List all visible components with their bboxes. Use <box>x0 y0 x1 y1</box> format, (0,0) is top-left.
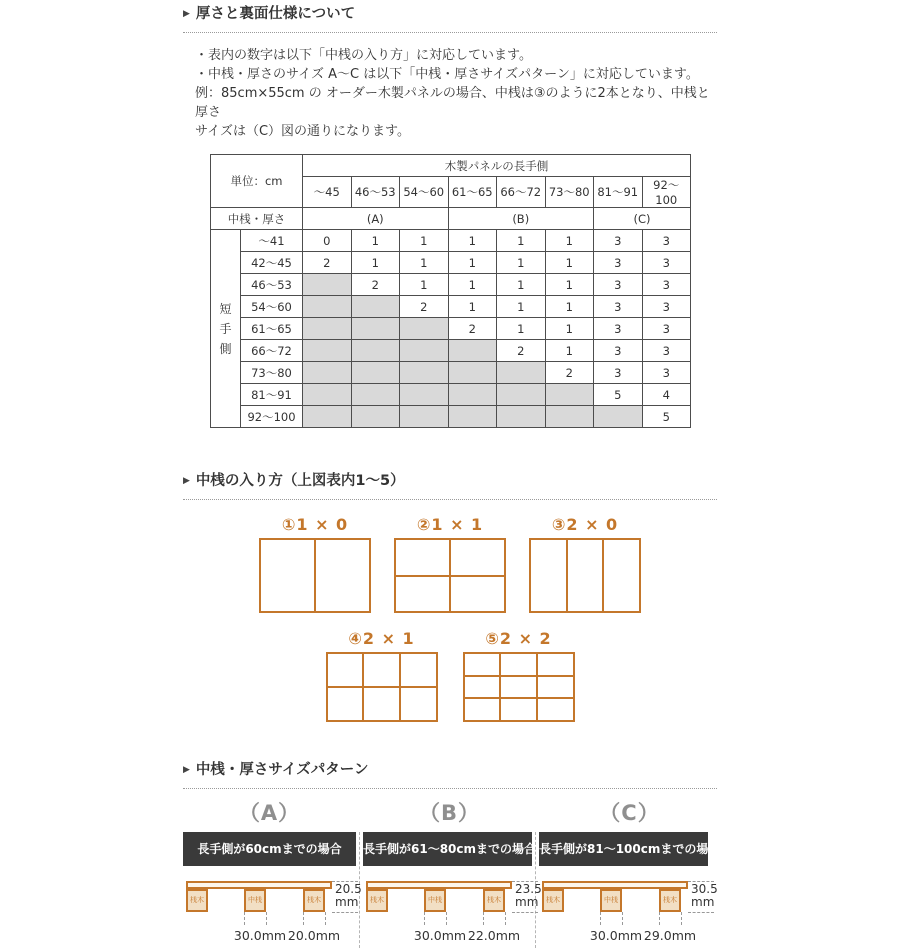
panel-cell <box>363 687 400 721</box>
table-data-cell: 1 <box>448 274 497 296</box>
table-data-cell: 1 <box>448 230 497 252</box>
pattern-body <box>535 832 721 948</box>
table-row <box>211 274 691 296</box>
dim-drop-line <box>505 912 506 925</box>
table-empty-cell <box>400 318 449 340</box>
table-data-cell: 2 <box>497 340 546 362</box>
table-empty-cell <box>303 296 352 318</box>
panel-diagram-label: ③2 × 0 <box>551 515 619 534</box>
width-labels <box>363 928 532 944</box>
table-data-cell: 3 <box>642 340 691 362</box>
table-data-cell: 5 <box>594 384 643 406</box>
table-data-cell: 3 <box>642 296 691 318</box>
table-col-header: 54～60 <box>400 177 449 208</box>
section-size-patterns <box>183 758 721 948</box>
panel-cell <box>315 539 370 612</box>
panel-cell <box>260 539 315 612</box>
table-col-header: ～45 <box>303 177 352 208</box>
panel-diagram-label: ①1 × 0 <box>281 515 349 534</box>
spec-table <box>210 154 691 428</box>
dim-dash-line <box>332 912 358 913</box>
table-row-label: 54～60 <box>241 296 303 318</box>
table-data-cell: 3 <box>642 274 691 296</box>
table-data-cell: 1 <box>545 296 594 318</box>
table-data-cell: 4 <box>642 384 691 406</box>
table-row-label: 81～91 <box>241 384 303 406</box>
cross-section-diagram <box>539 881 718 927</box>
table-empty-cell <box>351 296 400 318</box>
table-empty-cell <box>497 362 546 384</box>
dim-drop-line <box>681 912 682 925</box>
table-empty-cell <box>351 318 400 340</box>
dotted-divider <box>183 32 717 33</box>
dim-dash-line <box>688 881 714 882</box>
bullet-arrow-icon: ▶ <box>183 8 190 19</box>
table-empty-cell <box>400 340 449 362</box>
table-data-cell: 3 <box>594 230 643 252</box>
bullet-arrow-icon: ▶ <box>183 475 190 486</box>
width-labels <box>183 928 356 944</box>
table-empty-cell <box>545 406 594 428</box>
pattern-row-label: 中桟・厚さ <box>211 208 303 230</box>
table-empty-cell <box>400 406 449 428</box>
table-empty-cell <box>303 274 352 296</box>
panel-cell <box>464 676 501 699</box>
table-data-cell: 1 <box>545 274 594 296</box>
table-data-cell: 1 <box>545 252 594 274</box>
panel-cell <box>500 653 537 676</box>
pattern-body <box>359 832 542 948</box>
panel-cell <box>567 539 604 612</box>
center-rail-block: 中桟 <box>244 889 266 912</box>
panel-diagram <box>259 515 371 613</box>
dim-dash-line <box>512 881 538 882</box>
panel-diagram-label: ④2 × 1 <box>348 629 415 648</box>
dim-drop-line <box>266 912 267 925</box>
dim-drop-line <box>244 912 245 925</box>
table-row <box>211 406 691 428</box>
section-title <box>183 2 717 23</box>
width-labels <box>539 928 708 944</box>
table-data-cell: 1 <box>545 340 594 362</box>
edge-rail-block: 桟木 <box>303 889 325 912</box>
product-spec-content <box>183 2 721 948</box>
table-data-cell: 5 <box>642 406 691 428</box>
dim-drop-line <box>424 912 425 925</box>
pattern-body <box>183 832 362 948</box>
table-empty-cell <box>351 406 400 428</box>
table-data-cell: 3 <box>642 252 691 274</box>
dim-dash-line <box>688 912 714 913</box>
table-data-cell: 1 <box>497 274 546 296</box>
panel-cell <box>450 539 505 576</box>
notes-line: ・表内の数字は以下「中桟の入り方」に対応しています。 <box>195 48 532 63</box>
pattern-group-label: (B) <box>448 208 594 230</box>
dim-dash-line <box>512 912 538 913</box>
panel-cell <box>464 698 501 721</box>
table-empty-cell <box>351 384 400 406</box>
table-row <box>211 230 691 252</box>
panel-diagram <box>529 515 641 613</box>
table-row-label: ～41 <box>241 230 303 252</box>
table-data-cell: 3 <box>594 274 643 296</box>
table-empty-cell <box>351 340 400 362</box>
panel-diagram <box>463 629 575 722</box>
dotted-divider <box>183 788 717 789</box>
panel-diagram-grid <box>259 538 371 613</box>
panel-cell <box>500 676 537 699</box>
table-col-header: 46～53 <box>351 177 400 208</box>
section-title-text: 中桟の入り方（上図表内1～5） <box>195 473 405 489</box>
pattern-head: （A） <box>238 801 301 825</box>
diagram-row-1 <box>183 515 717 613</box>
pattern-size-bar: 長手側が60cmまでの場合 <box>183 832 356 866</box>
thickness-label: 30.5 mm <box>691 882 718 909</box>
table-row-label: 92～100 <box>241 406 303 428</box>
center-rail-block: 中桟 <box>424 889 446 912</box>
table-data-cell: 1 <box>400 274 449 296</box>
table-data-cell: 1 <box>351 230 400 252</box>
cross-section-diagram <box>183 881 362 927</box>
table-empty-cell <box>497 384 546 406</box>
table-empty-cell <box>303 340 352 362</box>
table-data-cell: 3 <box>642 230 691 252</box>
center-rail-width-label: 30.0mm <box>233 928 287 943</box>
pattern-head: （C） <box>599 801 660 825</box>
panel-cell <box>537 676 574 699</box>
table-data-cell: 3 <box>594 340 643 362</box>
edge-rail-block: 桟木 <box>366 889 388 912</box>
center-rail-width-label: 30.0mm <box>413 928 467 943</box>
panel-diagram-grid <box>463 652 575 722</box>
panel-cell <box>400 687 437 721</box>
table-row <box>211 252 691 274</box>
long-side-header-cell: 木製パネルの長手側 <box>303 155 691 177</box>
table-empty-cell <box>351 362 400 384</box>
table-data-cell: 1 <box>497 230 546 252</box>
table-data-cell: 3 <box>594 252 643 274</box>
table-data-cell: 3 <box>594 296 643 318</box>
table-empty-cell <box>497 406 546 428</box>
table-col-header: 92～100 <box>642 177 691 208</box>
pattern-size-bar: 長手側が61～80cmまでの場合 <box>363 832 532 866</box>
dim-drop-line <box>659 912 660 925</box>
table-data-cell: 1 <box>448 296 497 318</box>
table-empty-cell <box>448 340 497 362</box>
table-empty-cell <box>303 384 352 406</box>
table-empty-cell <box>400 362 449 384</box>
table-data-cell: 2 <box>545 362 594 384</box>
table-row-label: 46～53 <box>241 274 303 296</box>
panel-board <box>366 881 512 889</box>
table-data-cell: 1 <box>545 318 594 340</box>
table-data-cell: 1 <box>497 318 546 340</box>
table-data-cell: 3 <box>642 318 691 340</box>
table-data-cell: 1 <box>400 230 449 252</box>
thickness-label: 23.5 mm <box>515 882 542 909</box>
table-row <box>211 384 691 406</box>
panel-diagram-grid <box>394 538 506 613</box>
edge-rail-block: 桟木 <box>542 889 564 912</box>
panel-cell <box>530 539 567 612</box>
table-row <box>211 362 691 384</box>
panel-cell <box>400 653 437 687</box>
panel-cell <box>395 539 450 576</box>
table-data-cell: 3 <box>594 318 643 340</box>
pattern-bodies <box>183 832 721 948</box>
edge-rail-block: 桟木 <box>659 889 681 912</box>
pattern-group-label: (C) <box>594 208 691 230</box>
edge-rail-block: 桟木 <box>483 889 505 912</box>
edge-rail-width-label: 20.0mm <box>287 928 341 943</box>
table-empty-cell <box>303 318 352 340</box>
table-row-label: 66～72 <box>241 340 303 362</box>
center-rail-width-label: 30.0mm <box>589 928 643 943</box>
table-col-header: 81～91 <box>594 177 643 208</box>
table-data-cell: 2 <box>448 318 497 340</box>
edge-rail-width-label: 29.0mm <box>643 928 697 943</box>
table-empty-cell <box>448 362 497 384</box>
table-data-cell: 3 <box>594 362 643 384</box>
table-row-label: 61～65 <box>241 318 303 340</box>
spec-notes <box>195 46 717 141</box>
table-empty-cell <box>545 384 594 406</box>
table-row <box>211 318 691 340</box>
panel-diagram <box>326 629 438 722</box>
table-col-header: 73～80 <box>545 177 594 208</box>
table-empty-cell <box>303 406 352 428</box>
diagram-row-2 <box>183 629 717 722</box>
section-title <box>183 469 717 490</box>
section-thickness-spec <box>183 2 717 428</box>
table-empty-cell <box>400 384 449 406</box>
pattern-size-bar: 長手側が81～100cmまでの場合 <box>539 832 708 866</box>
dim-drop-line <box>622 912 623 925</box>
dim-drop-line <box>303 912 304 925</box>
table-empty-cell <box>594 406 643 428</box>
panel-board <box>542 881 688 889</box>
panel-cell <box>537 653 574 676</box>
panel-board <box>186 881 332 889</box>
panel-cell <box>327 653 364 687</box>
edge-rail-width-label: 22.0mm <box>467 928 521 943</box>
table-data-cell: 2 <box>351 274 400 296</box>
table-empty-cell <box>303 362 352 384</box>
table-data-cell: 2 <box>303 252 352 274</box>
table-row <box>211 296 691 318</box>
panel-cell <box>500 698 537 721</box>
dim-drop-line <box>446 912 447 925</box>
section-title-text: 厚さと裏面仕様について <box>195 6 356 22</box>
table-data-cell: 1 <box>497 296 546 318</box>
bullet-arrow-icon: ▶ <box>183 764 190 775</box>
table-data-cell: 1 <box>497 252 546 274</box>
dotted-divider <box>183 499 717 500</box>
table-data-cell: 2 <box>400 296 449 318</box>
table-row <box>211 340 691 362</box>
table-row-label: 42～45 <box>241 252 303 274</box>
table-data-cell: 1 <box>545 230 594 252</box>
section-title <box>183 758 717 779</box>
table-data-cell: 0 <box>303 230 352 252</box>
table-data-cell: 1 <box>351 252 400 274</box>
section-rail-layout <box>183 469 717 722</box>
table-data-cell: 1 <box>448 252 497 274</box>
thickness-label: 20.5 mm <box>335 882 362 909</box>
short-side-label: 短 手 側 <box>211 230 241 428</box>
notes-line: サイズは（C）図の通りになります。 <box>195 124 410 139</box>
panel-diagram-label: ②1 × 1 <box>416 515 484 534</box>
panel-cell <box>363 653 400 687</box>
pattern-heads <box>183 797 717 827</box>
pattern-head: （B） <box>418 801 480 825</box>
panel-diagram-grid <box>326 652 438 722</box>
panel-diagram <box>394 515 506 613</box>
unit-label-cell: 単位：cm <box>211 155 303 208</box>
notes-line: 例：85cm×55cm の オーダー木製パネルの場合、中桟は③のように2本となり、中桟と厚さ <box>195 86 710 120</box>
section-title-text: 中桟・厚さサイズパターン <box>195 762 369 778</box>
panel-cell <box>450 576 505 613</box>
panel-cell <box>464 653 501 676</box>
center-rail-block: 中桟 <box>600 889 622 912</box>
table-col-header: 61～65 <box>448 177 497 208</box>
dim-drop-line <box>325 912 326 925</box>
edge-rail-block: 桟木 <box>186 889 208 912</box>
dim-drop-line <box>483 912 484 925</box>
panel-diagram-label: ⑤2 × 2 <box>485 629 552 648</box>
notes-line: ・中桟・厚さのサイズ A～C は以下「中桟・厚さサイズパターン」に対応しています。 <box>195 67 699 82</box>
dim-dash-line <box>332 881 358 882</box>
table-row-label: 73～80 <box>241 362 303 384</box>
table-data-cell: 1 <box>400 252 449 274</box>
table-data-cell: 3 <box>642 362 691 384</box>
panel-cell <box>537 698 574 721</box>
table-col-header: 66～72 <box>497 177 546 208</box>
pattern-group-label: (A) <box>303 208 449 230</box>
table-empty-cell <box>448 384 497 406</box>
panel-cell <box>395 576 450 613</box>
cross-section-diagram <box>363 881 542 927</box>
panel-cell <box>603 539 640 612</box>
panel-cell <box>327 687 364 721</box>
panel-diagram-grid <box>529 538 641 613</box>
dim-drop-line <box>600 912 601 925</box>
table-empty-cell <box>448 406 497 428</box>
